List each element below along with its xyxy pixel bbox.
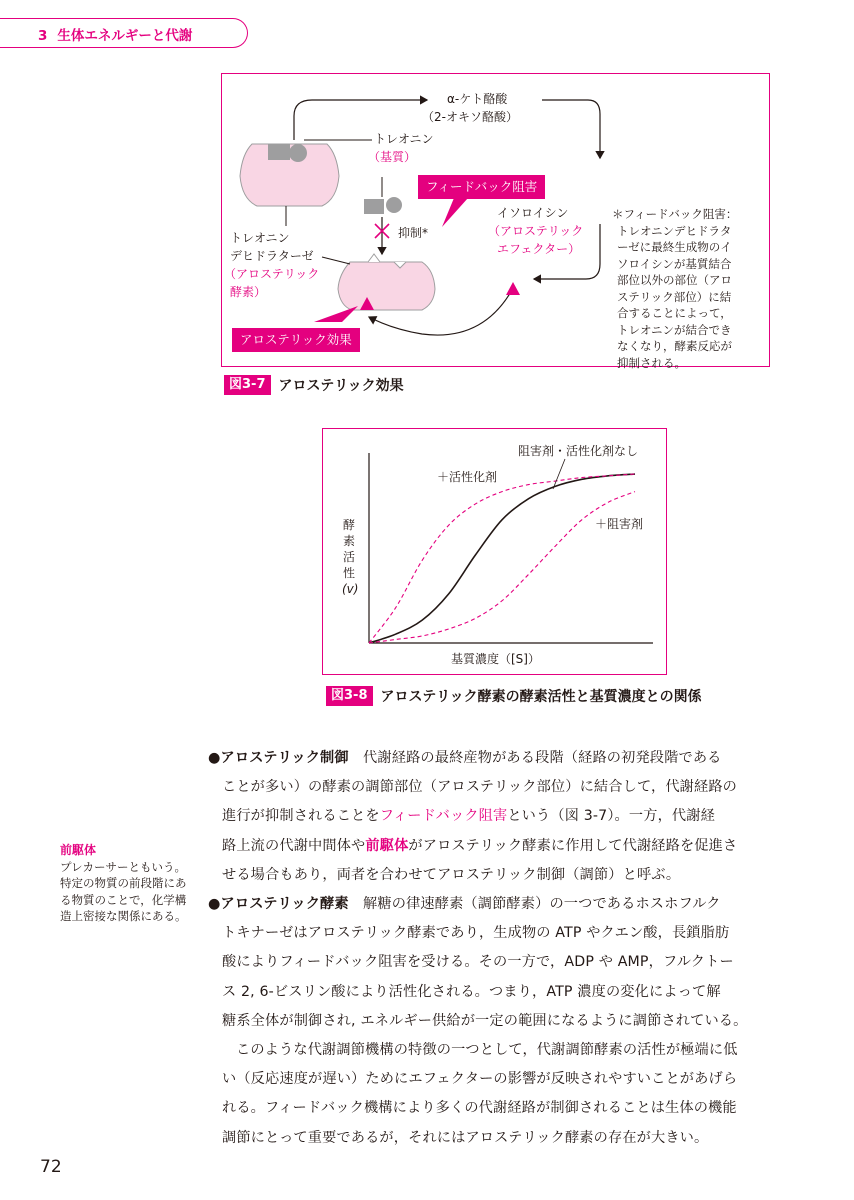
body-line: れる。フィードバック機構により多くの代謝経路が制御されることは生体の機能	[222, 1100, 737, 1117]
x-axis-label: 基質濃度（[S]）	[451, 652, 540, 666]
chapter-heading	[38, 24, 202, 44]
note-line: ソロイシンが基質結合	[617, 256, 732, 271]
body-line: 糖系全体が制御され, エネルギー供給が一定の範囲になるように調節されている。	[222, 1012, 748, 1029]
note-line: トレオニンが結合でき	[617, 322, 732, 337]
body-line: このような代謝調節機構の特徴の一つとして，代謝調節酵素の活性が極端に低	[236, 1042, 738, 1059]
body-line: 酸によりフィードバック阻害を受ける。その一方で，ADP や AMP，フルクトー	[222, 954, 734, 971]
body-line: トキナーゼはアロステリック酵素であり，生成物の ATP やクエン酸，長鎖脂肪	[222, 925, 730, 942]
body-line	[222, 802, 774, 831]
chapter-title: 生体エネルギーと代謝	[57, 28, 193, 44]
isoleucine-label: イソロイシン	[497, 206, 569, 220]
note-line: ＊フィードバック阻害：	[612, 207, 738, 221]
body-line	[208, 890, 774, 919]
body-text-span: 解糖の律速酵素（調節酵素）の一つであるホスホフルク	[348, 896, 721, 913]
alpha-keto-sub-label: （2-オキソ酪酸）	[422, 110, 518, 124]
series-line-none	[369, 474, 635, 643]
para1-heading: ●アロステリック制御	[208, 750, 349, 766]
y-label-char-1: 酵	[343, 518, 356, 532]
term-feedback-inhibition: フィードバック阻害	[379, 808, 508, 825]
allosteric-effect-badge: アロステリック効果	[232, 328, 360, 352]
figure-3-7-label: 図3-7	[224, 375, 271, 395]
note-line: ステリック部位）に結	[617, 289, 732, 304]
body-text-span: 代謝経路の最終産物がある段階（経路の初発段階である	[348, 750, 722, 766]
sidenote-title: 前駆体	[60, 843, 97, 857]
enzyme-label-4: 酵素）	[230, 285, 267, 299]
enzyme-label-3: （アロステリック	[224, 267, 320, 281]
body-text	[208, 744, 774, 1153]
series-label-none: 阻害剤・活性化剤なし	[518, 444, 639, 458]
body-line: い（反応速度が遅い）ためにエフェクターの影響が反映されやすいことがあげら	[222, 1071, 738, 1088]
series-line-activator	[369, 474, 635, 643]
body-line: ス 2, 6-ビスリン酸により活性化される。つまり，ATP 濃度の変化によって解	[222, 983, 721, 1000]
sidenote	[60, 842, 210, 925]
body-text-span: という（図 3-7）。一方，代謝経	[507, 808, 715, 825]
y-label-char-5: (v)	[342, 582, 359, 596]
note-line: トレオニンデヒドラタ	[617, 223, 732, 238]
sidenote-line: 造上密接な関係にある。	[60, 909, 187, 923]
figure-3-7-box	[221, 73, 770, 370]
body-line	[222, 832, 774, 861]
cycle-arrow-right	[542, 100, 600, 158]
y-label-char-4: 性	[343, 566, 356, 580]
y-label-char-3: 活	[343, 550, 356, 564]
body-text-span: がアロステリック酵素に作用して代謝経路を促進さ	[408, 837, 738, 854]
chapter-number: 3	[38, 28, 48, 44]
body-line	[208, 744, 774, 773]
feedback-note	[612, 206, 738, 371]
alpha-keto-label: α-ケト酪酸	[447, 92, 508, 106]
body-text-span: 進行が抑制されることを	[222, 808, 380, 825]
threonine-bound-circle	[289, 144, 307, 162]
page-number: 72	[40, 1157, 62, 1177]
figure-3-8-label: 図3-8	[326, 686, 373, 706]
feedback-badge-pointer	[442, 198, 468, 227]
figure-3-7-title: アロステリック効果	[278, 378, 404, 394]
sidenote-line: る物質のことで，化学構	[60, 892, 187, 907]
figure-3-8-box	[322, 428, 667, 675]
body-text-span: 路上流の代謝中間体や	[222, 837, 366, 854]
series-label-inhibitor: ＋阻害剤	[595, 517, 644, 531]
effector-label-2: エフェクター）	[497, 242, 581, 256]
body-line: 調節にとって重要であるが，それにはアロステリック酵素の存在が大きい。	[222, 1129, 709, 1146]
y-label-char-2: 素	[343, 534, 356, 548]
note-line: ーゼに最終生成物のイ	[617, 240, 732, 254]
note-line: 合することによって，	[617, 306, 732, 320]
threonine-label: トレオニン	[374, 132, 434, 146]
substrate-label: （基質）	[368, 150, 417, 164]
note-line: なくなり，酵素反応が	[617, 339, 732, 353]
free-threonine-square	[364, 199, 384, 214]
threonine-bound-square	[268, 144, 290, 160]
feedback-inhibition-badge: フィードバック阻害	[418, 175, 545, 199]
para2-heading: ●アロステリック酵素	[208, 896, 349, 913]
term-precursor: 前駆体	[365, 837, 409, 854]
sidenote-line: プレカーサーともいう。	[60, 859, 187, 874]
figure-3-8-title: アロステリック酵素の酵素活性と基質濃度との関係	[380, 689, 702, 705]
series-label-activator: ＋活性化剤	[437, 470, 498, 484]
isoleucine-triangle	[506, 282, 520, 295]
body-line: せる場合もあり，両者を合わせてアロステリック制御（調節）と呼ぶ。	[222, 866, 681, 883]
effector-label-1: （アロステリック	[488, 224, 584, 238]
enzyme-activity-chart	[323, 429, 665, 673]
inhibition-label: 抑制*	[398, 226, 429, 240]
figure-3-7-caption	[224, 375, 404, 395]
enzyme-bottom-shape	[338, 262, 435, 310]
note-line: 部位以外の部位（アロ	[617, 273, 732, 287]
series-line-inhibitor	[369, 492, 635, 643]
note-line: 抑制される。	[617, 355, 686, 370]
enzyme-label-1: トレオニン	[230, 231, 290, 245]
enzyme-label-2: デヒドラターゼ	[230, 249, 314, 263]
figure-3-8-caption	[326, 686, 702, 706]
body-line: ことが多い）の酵素の調節部位（アロステリック部位）に結合して，代謝経路の	[222, 779, 738, 796]
free-threonine-circle	[386, 197, 402, 213]
sidenote-line: 特定の物質の前段階にあ	[60, 876, 187, 890]
